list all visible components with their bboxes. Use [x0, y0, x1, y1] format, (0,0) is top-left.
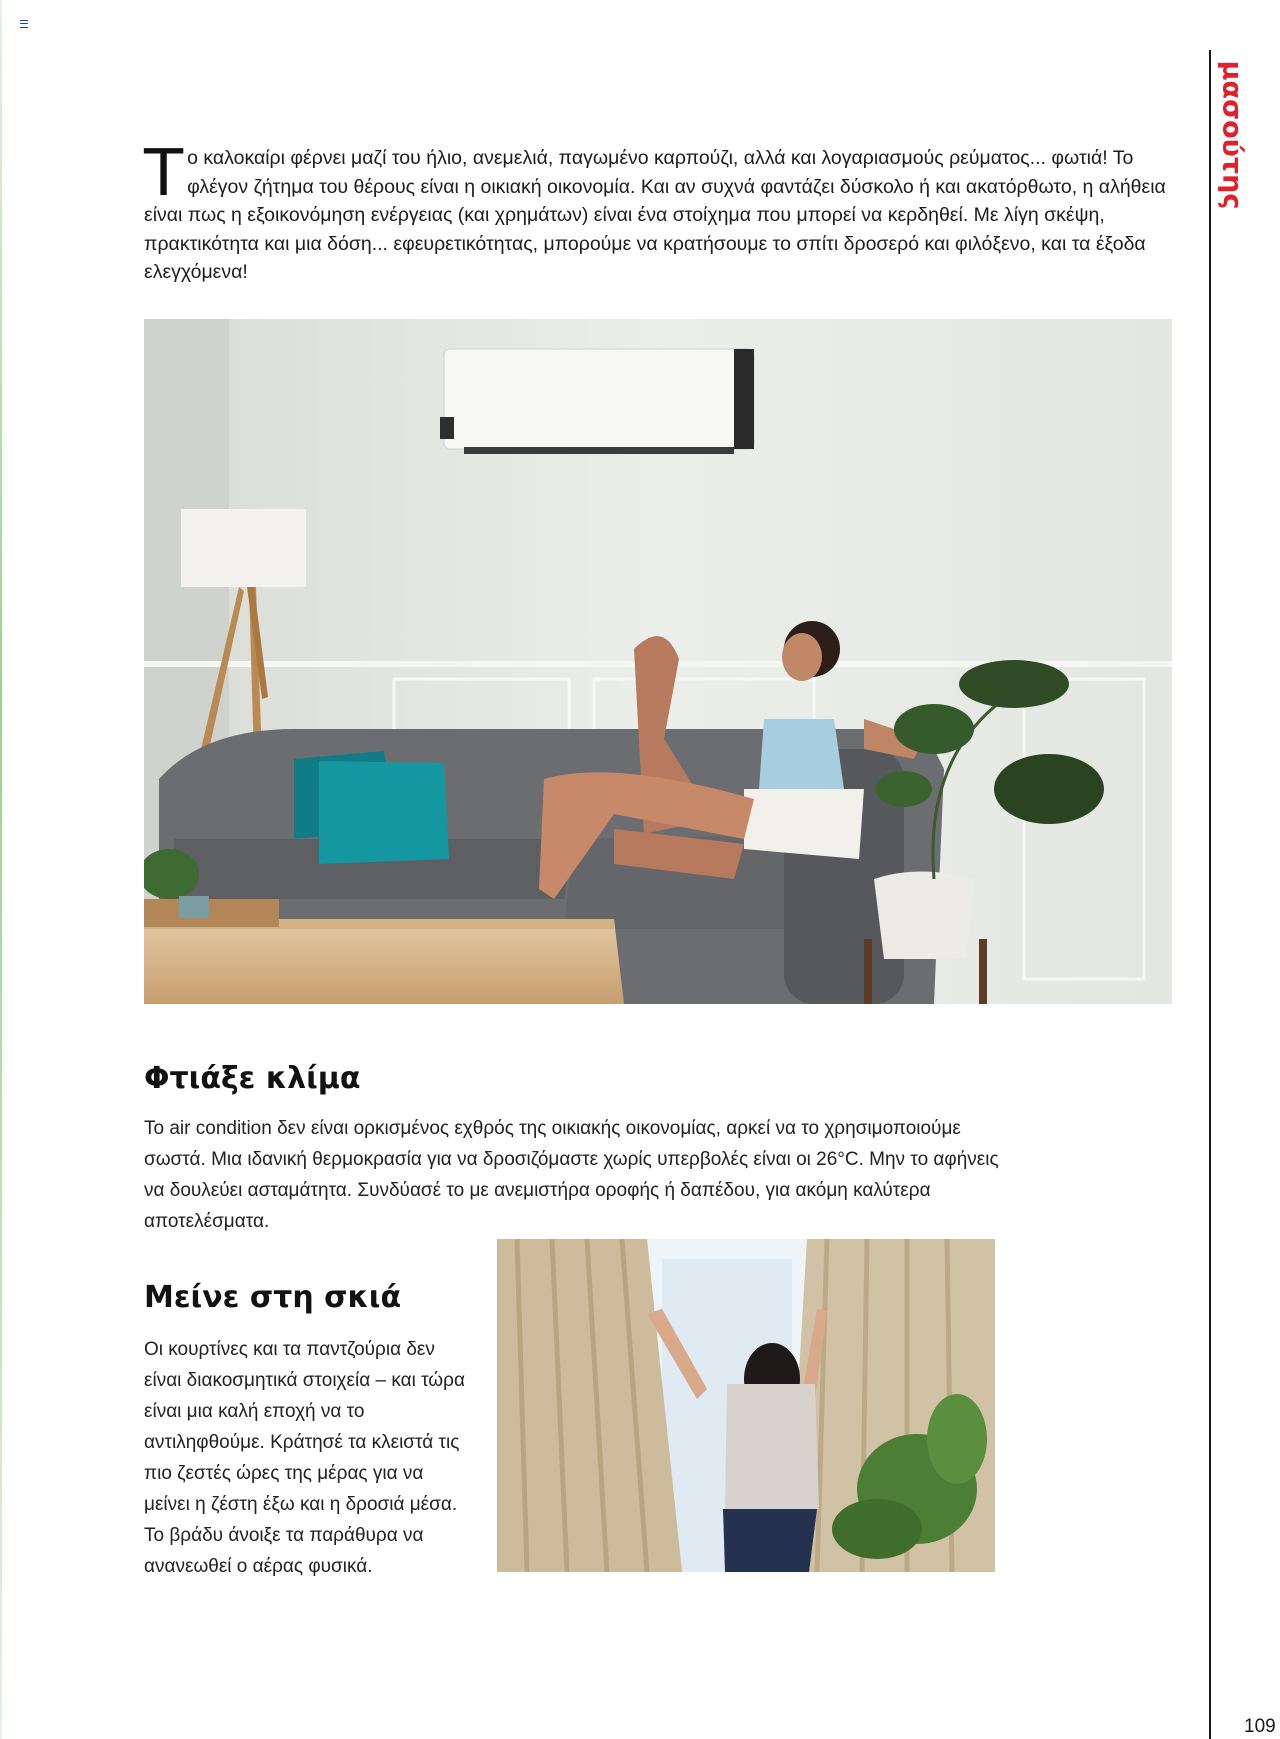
brand-logo: μασούτης: [1216, 60, 1248, 210]
page-number: 109: [1244, 1716, 1276, 1737]
curtain-window-photo: [497, 1239, 995, 1572]
hamburger-menu-icon[interactable]: [20, 20, 28, 28]
intro-text: ο καλοκαίρι φέρνει μαζί του ήλιο, ανεμελιά, παγωμένο καρπούζι, αλλά και λογαριασμούς ρεύματος... φωτιά! Το φλέγον ζήτημα του θέρους είναι η οικιακή οικονομία. Και αν συχνά φαντάζει δύσκολο ή και ακατόρθωτο, η αλήθεια είναι πως η εξοικονόμηση ενέργειας (και χρημάτων) είναι ένα στοίχημα που μπορεί να κερδηθεί. Με λίγη σκέψη, πρακτικότητα και μια δόση... εφευρετικότητας, μπορούμε να κρατήσουμε το σπίτι δροσερό και φιλόξενο, και τα έξοδα ελεγχόμενα!: [144, 147, 1166, 283]
vertical-divider: [1209, 50, 1211, 1739]
intro-dropcap: Τ: [144, 137, 184, 211]
section-body-climate: Το air condition δεν είναι ορκισμένος εχθρός της οικιακής οικονομίας, αρκεί να το χρησιμοποιούμε σωστά. Μια ιδανική θερμοκρασία για να δροσιζόμαστε χωρίς υπερβολές είναι οι 26°C. Μην το αφήνεις να δουλεύει ασταμάτητα. Συνδύασέ το με ανεμιστήρα οροφής ή δαπέδου, για ακόμη καλύτερα αποτελέσματα.: [144, 1118, 999, 1232]
living-room-aircon-photo: [144, 319, 1172, 1004]
section-body-shade: Οι κουρτίνες και τα παντζούρια δεν είναι διακοσμητικά στοιχεία – και τώρα είναι μια καλή εποχή να το αντιληφθούμε. Κράτησέ τα κλειστά τις πιο ζεστές ώρες της μέρας για να μείνει η ζέστη έξω και η δροσιά μέσα. Το βράδυ άνοιξε τα παράθυρα να ανανεωθεί ο αέρας φυσικά.: [144, 1339, 465, 1577]
section-heading-shade: Μείνε στη σκιά: [144, 1280, 402, 1315]
section-heading-climate: Φτιάξε κλίμα: [144, 1061, 361, 1096]
page-edge-strip: [0, 0, 2, 1739]
intro-paragraph: [144, 137, 1174, 287]
